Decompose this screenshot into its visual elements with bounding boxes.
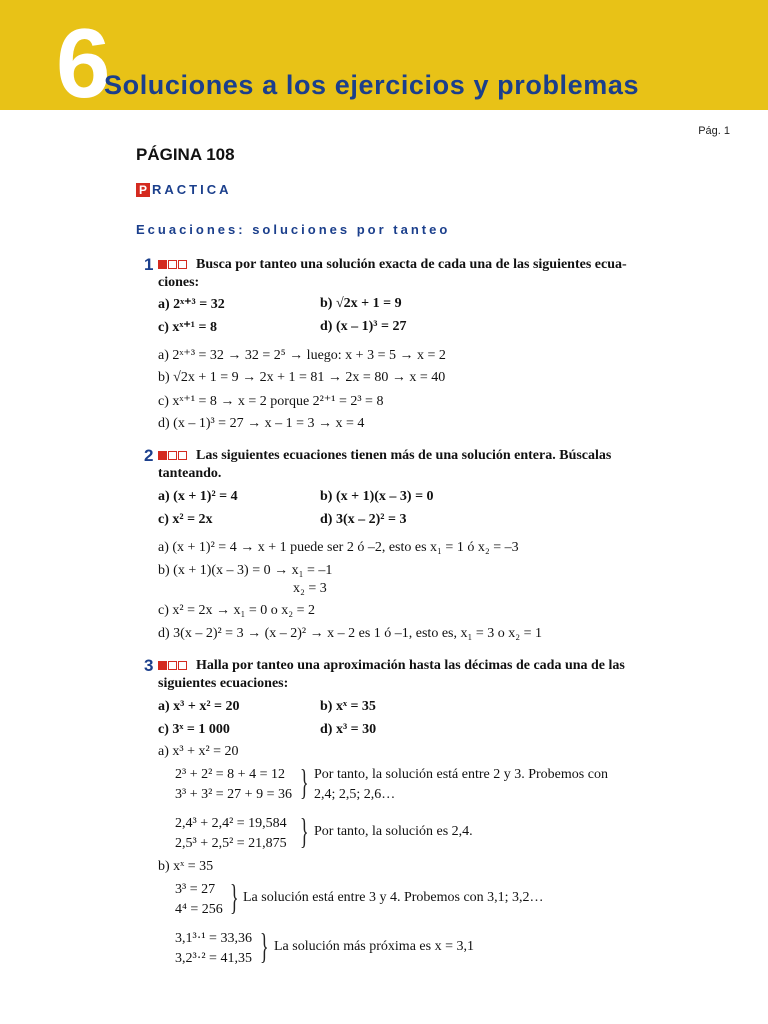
solution-line: Por tanto, la solución es 2,4.	[314, 824, 473, 839]
exercise-item: c) xˣ⁺¹ = 8	[158, 320, 217, 335]
exercise-number-3: 3	[144, 656, 154, 675]
brace: }	[230, 877, 239, 917]
chapter-title: Soluciones a los ejercicios y problemas	[104, 70, 640, 100]
solution-line: a) (x + 1)² = 4 → x + 1 puede ser 2 ó –2, esto es x₁ = 1 ó x₂ = –3	[158, 540, 519, 555]
exercise-statement: siguientes ecuaciones:	[158, 676, 289, 691]
section-title: Ecuaciones: soluciones por tanteo	[136, 222, 451, 237]
solution-line: 3,1³·¹ = 33,36	[175, 931, 252, 946]
practica-initial: P	[136, 183, 150, 197]
exercise-item: b) (x + 1)(x – 3) = 0	[320, 489, 434, 504]
page-heading: PÁGINA 108	[136, 145, 235, 164]
exercise-item: c) x² = 2x	[158, 512, 213, 527]
exercise-statement: ciones:	[158, 275, 200, 290]
difficulty-icon	[158, 451, 187, 460]
solution-line: c) xˣ⁺¹ = 8 → x = 2 porque 2²⁺¹ = 2³ = 8	[158, 394, 384, 409]
exercise-item: a) (x + 1)² = 4	[158, 489, 238, 504]
exercise-item: c) 3ˣ = 1 000	[158, 722, 230, 737]
exercise-item: a) x³ + x² = 20	[158, 699, 240, 714]
solution-line: 3³ = 27	[175, 882, 216, 897]
solution-line: 2,4³ + 2,4² = 19,584	[175, 816, 287, 831]
solution-line: c) x² = 2x → x₁ = 0 o x₂ = 2	[158, 603, 316, 618]
solution-line: 2³ + 2² = 8 + 4 = 12	[175, 767, 285, 782]
exercise-number-1: 1	[144, 255, 154, 274]
solution-line: Por tanto, la solución está entre 2 y 3. Probemos con	[314, 767, 608, 782]
solution-line: 3³ + 3² = 27 + 9 = 36	[175, 787, 292, 802]
exercise-statement: Busca por tanteo una solución exacta de cada una de las siguientes ecua-	[196, 257, 627, 272]
practica-rest: RACTICA	[152, 182, 232, 197]
brace: }	[260, 926, 269, 966]
exercise-item: b) xˣ = 35	[320, 699, 376, 714]
difficulty-icon	[158, 661, 187, 670]
difficulty-icon	[158, 260, 187, 269]
solution-line: 4⁴ = 256	[175, 902, 223, 917]
exercise-item: d) x³ = 30	[320, 722, 377, 737]
exercise-statement: tanteando.	[158, 466, 222, 481]
solution-line: La solución más próxima es x = 3,1	[274, 939, 474, 954]
solution-line: 2,5³ + 2,5² = 21,875	[175, 836, 287, 851]
exercise-item: b) √2x + 1 = 9	[320, 296, 402, 311]
brace: }	[300, 811, 309, 851]
chapter-number: 6	[56, 8, 109, 118]
exercise-item: d) 3(x – 2)² = 3	[320, 512, 407, 527]
exercise-number-2: 2	[144, 446, 154, 465]
solution-line: d) 3(x – 2)² = 3 → (x – 2)² → x – 2 es 1 ó –1, esto es, x₁ = 3 o x₂ = 1	[158, 626, 543, 641]
exercise-statement: Halla por tanteo una aproximación hasta las décimas de cada una de las	[196, 658, 625, 673]
exercise-statement: Las siguientes ecuaciones tienen más de una solución entera. Búscalas	[196, 448, 612, 463]
solution-line: 2,4; 2,5; 2,6…	[314, 787, 396, 802]
solution-line: a) x³ + x² = 20	[158, 744, 239, 759]
page-label: Pág. 1	[698, 125, 730, 137]
solution-line: La solución está entre 3 y 4. Probemos con 3,1; 3,2…	[243, 890, 544, 905]
exercise-item: a) 2ˣ⁺³ = 32	[158, 297, 225, 312]
solution-line: a) 2ˣ⁺³ = 32 → 32 = 2⁵ → luego: x + 3 = 5 → x = 2	[158, 348, 446, 363]
solution-line: b) √2x + 1 = 9 → 2x + 1 = 81 → 2x = 80 → x = 40	[158, 370, 446, 385]
exercise-item: d) (x – 1)³ = 27	[320, 319, 407, 334]
solution-line: 3,2³·² = 41,35	[175, 951, 252, 966]
brace: }	[300, 762, 309, 802]
solution-line: x₂ = 3	[293, 581, 327, 596]
solution-line: b) (x + 1)(x – 3) = 0 → x₁ = –1	[158, 563, 333, 578]
solution-line: d) (x – 1)³ = 27 → x – 1 = 3 → x = 4	[158, 416, 365, 431]
practica-heading	[136, 182, 232, 197]
solution-line: b) xˣ = 35	[158, 859, 214, 874]
